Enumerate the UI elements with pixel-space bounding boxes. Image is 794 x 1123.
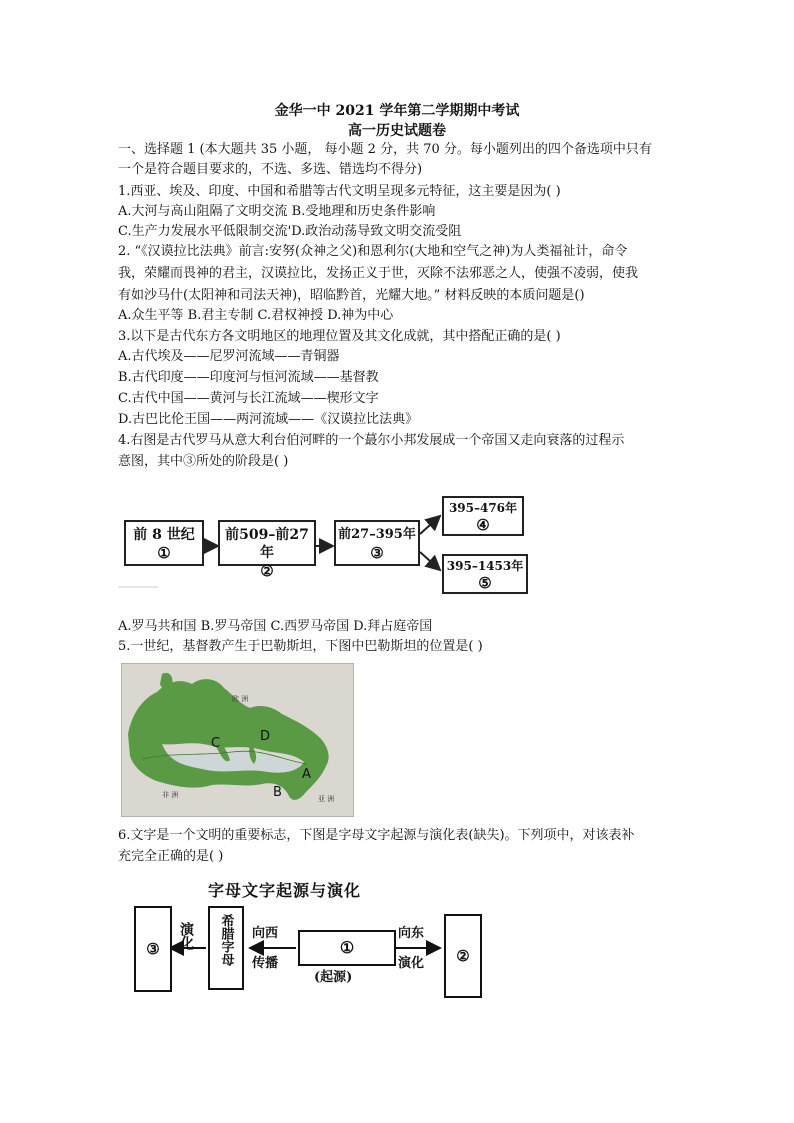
exam-title: 金华一中 2021 学年第二学期期中考试 bbox=[274, 103, 520, 119]
q4-line1: 4.右图是古代罗马从意大利台伯河畔的一个蕞尔小邦发展成一个帝国又走向衰落的过程示 bbox=[118, 433, 625, 448]
greek-alphabet-label: 希腊字母 bbox=[218, 914, 234, 966]
map-label-b: B bbox=[273, 785, 282, 800]
section-instructions-line1: 一、选择题 1 (本大题共 35 小题， 每小题 2 分，共 70 分。每小题列出的四个备选项中只有 bbox=[118, 142, 652, 157]
q5-stem: 5.一世纪，基督教产生于巴勒斯坦，下图中巴勒斯坦的位置是( ) bbox=[118, 639, 483, 654]
roman-timeline-diagram bbox=[118, 488, 538, 603]
diagram-origin-label: (起源) bbox=[314, 970, 353, 985]
diagram-box-2: ② bbox=[444, 914, 482, 998]
q2-line2: 我，荣耀而畏神的君主，汉谟拉比，发扬正义于世，灭除不法邪恶之人，使强不凌弱，使我 bbox=[118, 266, 639, 281]
q3-option-a: A.古代埃及——尼罗河流域——青铜器 bbox=[118, 349, 340, 364]
timeline-stage-5 bbox=[442, 554, 528, 594]
alphabet-origin-diagram bbox=[128, 878, 488, 996]
map-region-africa: 非 洲 bbox=[162, 791, 179, 799]
arrow-3-4 bbox=[420, 516, 440, 534]
section-instructions-line2: 一个是符合题目要求的，不选、多选、错选均不得分) bbox=[118, 162, 423, 177]
diagram-greek-box bbox=[208, 906, 244, 990]
stage-4-number: ④ bbox=[476, 516, 490, 534]
stage-5-number: ⑤ bbox=[478, 574, 492, 592]
map-region-asia: 亚 洲 bbox=[318, 795, 335, 803]
stage-3-number: ③ bbox=[370, 544, 384, 562]
timeline-stage-2 bbox=[218, 520, 316, 580]
stage-2-period: 前509–前27年 bbox=[225, 527, 309, 561]
stage-2-number: ② bbox=[260, 562, 274, 580]
timeline-stage-1 bbox=[124, 520, 204, 566]
diagram-east-label-bottom: 演化 bbox=[398, 956, 425, 971]
stage-4-period: 395–476年 bbox=[448, 501, 518, 515]
q1-options-ab: A.大河与高山阻隔了文明交流 B.受地理和历史条件影响 bbox=[118, 204, 436, 219]
q2-line3: 有如沙马什(太阳神和司法天神)，昭临黔首，光耀大地。” 材料反映的本质问题是() bbox=[118, 288, 585, 303]
arrow-3-5 bbox=[420, 552, 440, 570]
q3-option-d: D.古巴比伦王国——两河流域——《汉谟拉比法典》 bbox=[118, 412, 419, 427]
diagram-box-1: ① bbox=[298, 930, 396, 966]
q1-stem: 1.西亚、埃及、印度、中国和希腊等古代文明呈现多元特征，这主要是因为( ) bbox=[118, 184, 561, 199]
q2-line1: 2. “《汉谟拉比法典》前言:安努(众神之父)和恩利尔(大地和空气之神)为人类福祉计，命令 bbox=[118, 244, 628, 259]
exam-subtitle: 高一历史试题卷 bbox=[348, 123, 446, 139]
map-label-d: D bbox=[260, 729, 271, 744]
diagram-title: 字母文字起源与演化 bbox=[208, 881, 362, 900]
q2-options: A.众生平等 B.君主专制 C.君权神授 D.神为中心 bbox=[118, 308, 394, 323]
q4-line2: 意图，其中③所处的阶段是( ) bbox=[118, 454, 289, 469]
stage-5-period: 395–1453年 bbox=[446, 559, 524, 573]
q3-stem: 3.以下是古代东方各文明地区的地理位置及其文化成就，其中搭配正确的是( ) bbox=[118, 329, 561, 344]
diagram-box-3: ③ bbox=[134, 906, 172, 992]
q3-option-b: B.古代印度——印度河与恒河流域——基督教 bbox=[118, 370, 379, 385]
stage-3-period: 前27–395年 bbox=[338, 527, 416, 542]
map-label-c: C bbox=[211, 736, 221, 751]
diagram-evolve-left-label: 演化 bbox=[178, 922, 194, 950]
map-label-a: A bbox=[302, 767, 311, 782]
q3-option-c: C.古代中国——黄河与长江流域——楔形文字 bbox=[118, 391, 379, 406]
q6-line1: 6.文字是一个文明的重要标志，下图是字母文字起源与演化表(缺失)。下列项中，对该表补 bbox=[118, 828, 635, 843]
q4-options: A.罗马共和国 B.罗马帝国 C.西罗马帝国 D.拜占庭帝国 bbox=[118, 619, 433, 634]
timeline-stage-4 bbox=[442, 496, 524, 536]
stage-1-number: ① bbox=[157, 544, 171, 562]
roman-empire-map bbox=[121, 663, 354, 817]
q6-line2: 充完全正确的是( ) bbox=[118, 849, 224, 864]
map-region-europe: 欧 洲 bbox=[232, 695, 249, 703]
stage-1-period: 前 8 世纪 bbox=[133, 527, 195, 543]
diagram-west-label-top: 向西 bbox=[252, 926, 279, 941]
timeline-stage-3 bbox=[334, 520, 420, 566]
diagram-west-label-bottom: 传播 bbox=[252, 956, 279, 971]
q1-options-cd: C.生产力发展水平低限制交流'D.政治动荡导致文明交流受阻 bbox=[118, 224, 462, 239]
diagram-east-label-top: 向东 bbox=[398, 926, 425, 941]
